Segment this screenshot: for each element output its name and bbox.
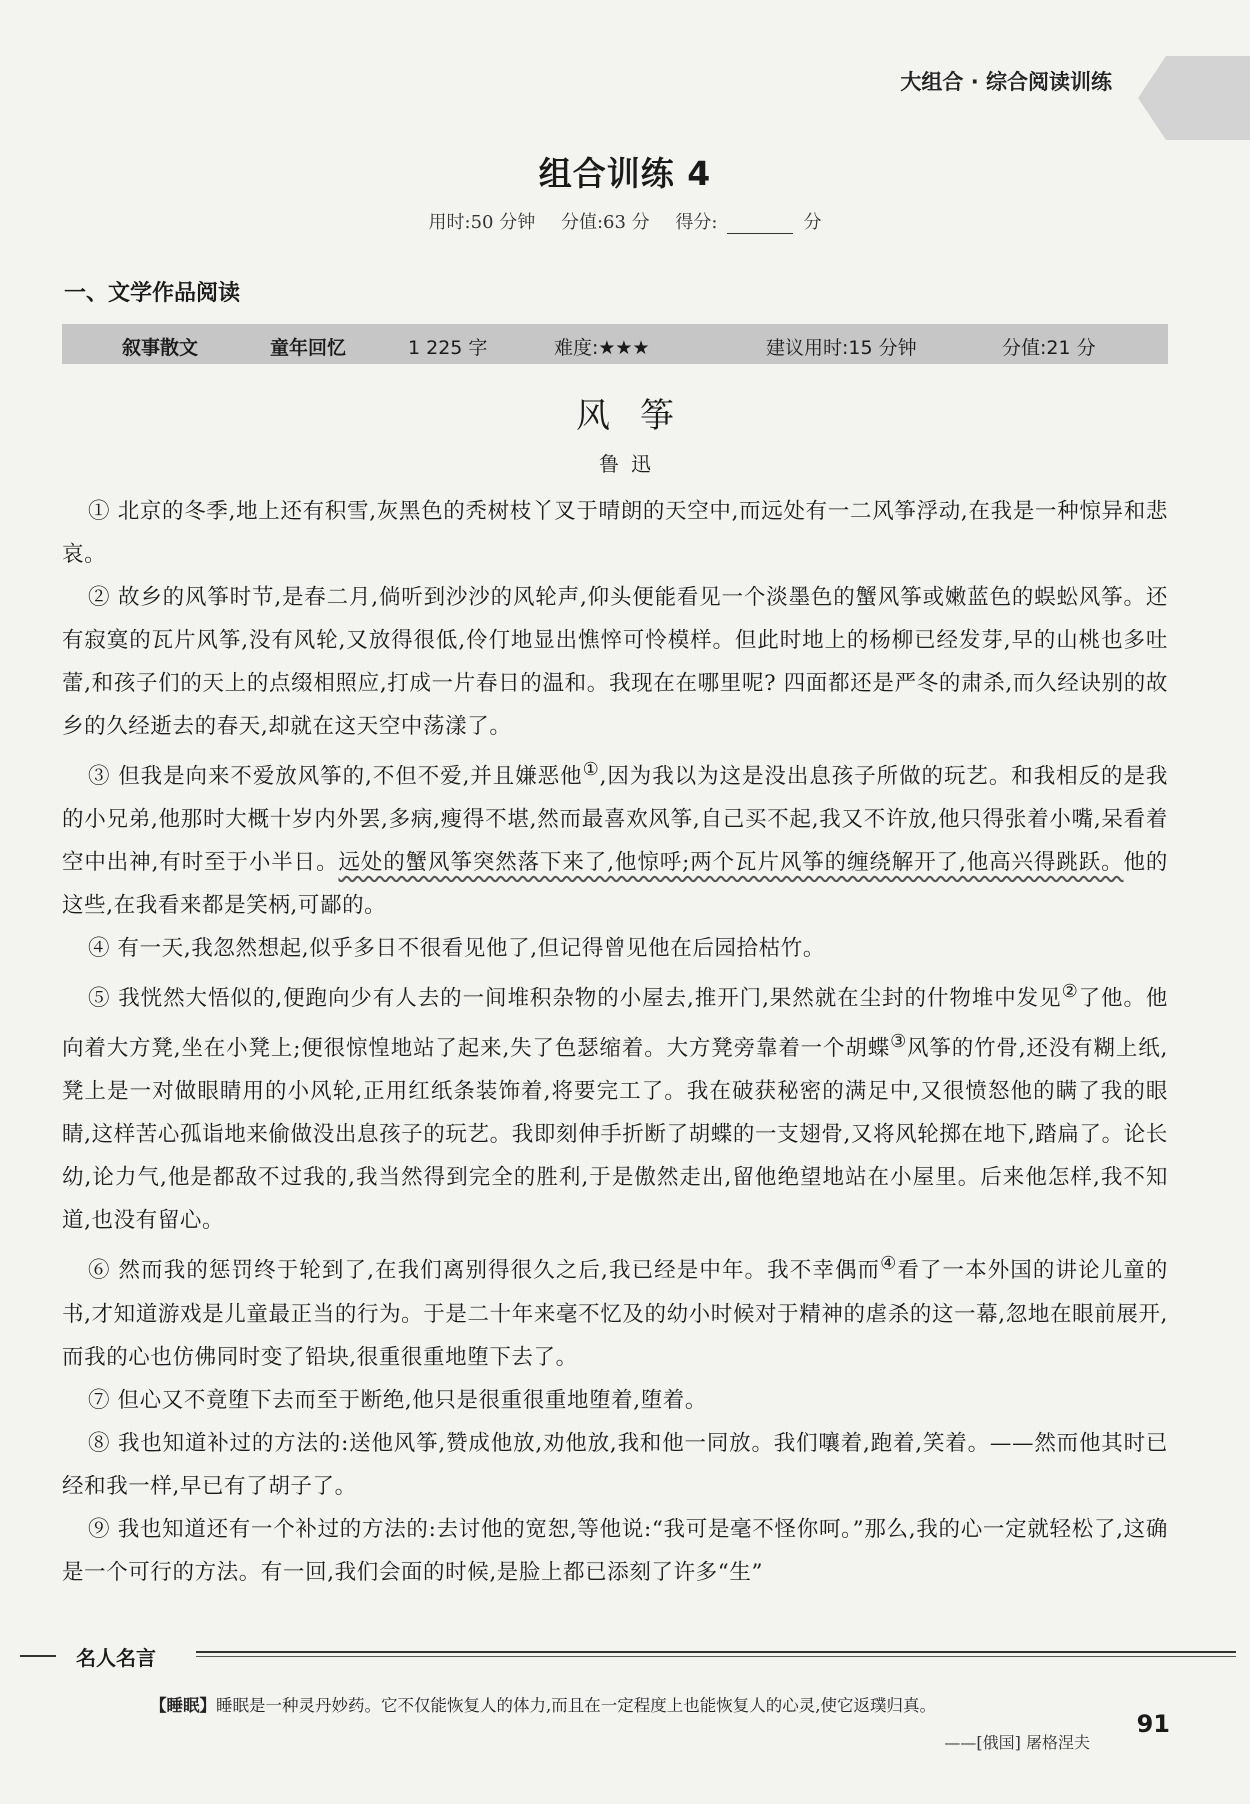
- footnote-marker-4: ④: [880, 1253, 898, 1275]
- paragraph-3-part-b: ,因为我以为这是没出息孩子所做的玩艺。和我相反的是我的小兄弟,他那时大概十岁内外罢,多病,瘦得不堪,然而最喜欢风筝,自己买不起,我又不许放,他只得张着小嘴,呆看着空中出神,有时至于小半日。: [62, 764, 1169, 876]
- article-author: 鲁迅: [599, 452, 663, 476]
- score-label: 得分:: [675, 212, 718, 233]
- exercise-score-value: 分值:63 分: [560, 212, 650, 233]
- paragraph-7: ⑦ 但心又不竟堕下去而至于断绝,他只是很重很重地堕着,堕着。: [88, 1387, 708, 1413]
- paragraph-3-part-c: 他的这些,在我看来都是笑柄,可鄙的。: [62, 850, 1168, 919]
- paragraph-3: [62, 748, 1168, 927]
- paragraph-6-part-b: 看了一本外国的讲论儿童的书,才知道游戏是儿童最正当的行为。于是二十年来毫不忆及的幼小时候对于精神的虐杀的这一幕,忽地在眼前展开,而我的心也仿佛同时变了铅块,很重很重地堕下去了。: [62, 1258, 1168, 1370]
- paragraph-5-part-c: 风筝的竹骨,还没有糊上纸,凳上是一对做眼睛用的小风轮,正用红纸条装饰着,将要完工了。我在破获秘密的满足中,又很愤怒他的瞒了我的眼睛,这样苦心孤诣地来偷做没出息孩子的玩艺。我即刻伸手折断了胡蝶的一支翅骨,又将风轮掷在地下,踏扁了。论长幼,论力气,他是都敌不过我的,我当然得到完全的胜利,于是傲然走出,留他绝望地站在小屋里。后来他怎样,我不知道,也没有留心。: [62, 1036, 1168, 1234]
- paragraph-8: ⑧ 我也知道补过的方法的:送他风筝,赞成他放,劝他放,我和他一同放。我们嚷着,跑着,笑着。——然而他其时已经和我一样,早已有了胡子了。: [62, 1430, 1168, 1499]
- info-points: 分值:21 分: [1002, 337, 1096, 359]
- paragraph-2: ② 故乡的风筝时节,是春二月,倘听到沙沙的风轮声,仰头便能看见一个淡墨色的蟹风筝或嫩蓝色的蜈蚣风筝。还有寂寞的瓦片风筝,没有风轮,又放得很低,伶仃地显出憔悴可怜模样。但此时地上的杨柳已经发芽,早的山桃也多吐蕾,和孩子们的天上的点缀相照应,打成一片春日的温和。我现在在哪里呢? 四面都还是严冬的肃杀,而久经诀别的故乡的久经逝去的春天,却就在这天空中荡漾了。: [62, 585, 1168, 739]
- quote-text: 睡眠是一种灵丹妙药。它不仅能恢复人的体力,而且在一定程度上也能恢复人的心灵,使它返璞归真。: [216, 1696, 936, 1715]
- header-title: 大组合 · 综合阅读训练: [900, 70, 1112, 94]
- page-number: 91: [1136, 1710, 1170, 1738]
- article-title: 风筝: [576, 396, 704, 436]
- exercise-score: [675, 212, 821, 233]
- paragraph-5: [62, 970, 1168, 1242]
- info-bar: [62, 324, 1168, 364]
- quote-source: ——[俄国] 屠格涅夫: [944, 1733, 1090, 1752]
- quote-tag: 【睡眠】: [150, 1696, 216, 1715]
- paragraph-6-part-a: ⑥ 然而我的惩罚终于轮到了,在我们离别得很久之后,我已经是中年。我不幸偶而: [88, 1258, 881, 1284]
- footer-rule: [196, 1651, 1236, 1653]
- exercise-title: 组合训练 4: [538, 154, 712, 193]
- paragraph-5-part-b: 了他。他向着大方凳,坐在小凳上;便很惊惶地站了起来,失了色瑟缩着。大方凳旁靠着一个胡蝶: [62, 986, 1168, 1062]
- footnote-marker-3: ③: [890, 1031, 907, 1053]
- section-heading: 一、文学作品阅读: [64, 281, 241, 306]
- paragraph-3-part-a: ③ 但我是向来不爱放风筝的,不但不爱,并且嫌恶他: [88, 764, 583, 790]
- header-hex-badge: [1138, 56, 1250, 140]
- article-body: [62, 490, 1168, 1594]
- paragraph-1: ① 北京的冬季,地上还有积雪,灰黑色的秃树枝丫叉于晴朗的天空中,而远处有一二风筝浮动,在我是一种惊异和悲哀。: [62, 499, 1168, 567]
- info-suggested-time: 建议用时:15 分钟: [766, 337, 917, 359]
- info-difficulty: 难度:★★★: [554, 337, 650, 359]
- score-blank: [727, 217, 793, 234]
- paragraph-5-part-a: ⑤ 我恍然大悟似的,便跑向少有人去的一间堆积杂物的小屋去,推开门,果然就在尘封的什物堆中发见: [88, 986, 1062, 1012]
- famous-quote: [150, 1692, 1100, 1716]
- info-word-count: 1 225 字: [408, 337, 488, 359]
- footer-label: 名人名言: [76, 1646, 156, 1670]
- score-unit: 分: [803, 212, 822, 233]
- footnote-marker-1: ①: [582, 759, 600, 780]
- exercise-meta: [0, 208, 1250, 234]
- paragraph-9: ⑨ 我也知道还有一个补过的方法的:去讨他的宽恕,等他说:“我可是毫不怪你呵。”那么,我的心一定就轻松了,这确是一个可行的方法。有一回,我们会面的时候,是脸上都已添刻了许多“生”: [62, 1516, 1168, 1585]
- exercise-time: 用时:50 分钟: [428, 212, 536, 233]
- paragraph-3-wavy-underline: 远处的蟹风筝突然落下来了,他惊呼;两个瓦片风筝的缠绕解开了,他高兴得跳跃。: [338, 850, 1124, 876]
- paragraph-4: ④ 有一天,我忽然想起,似乎多日不很看见他了,但记得曾见他在后园拾枯竹。: [88, 936, 825, 962]
- info-genre: 叙事散文: [122, 337, 199, 359]
- info-theme: 童年回忆: [270, 337, 347, 359]
- footer-rule-thin: [196, 1656, 1236, 1657]
- footnote-marker-2: ②: [1061, 981, 1079, 1003]
- footer-rule-left: [20, 1655, 56, 1657]
- paragraph-6: [62, 1242, 1168, 1378]
